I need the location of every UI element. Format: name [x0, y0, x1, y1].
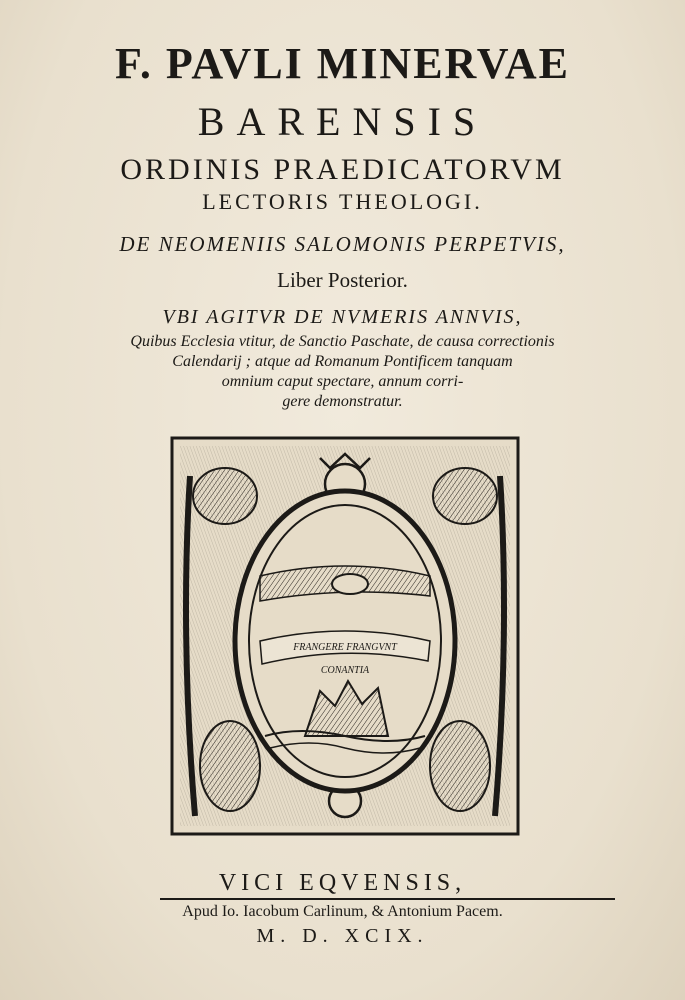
book-title: DE NEOMENIIS SALOMONIS PERPETVIS, [119, 232, 566, 256]
author-origin: BARENSIS [197, 99, 488, 144]
author-name: F. PAVLI MINERVAE [114, 39, 571, 88]
imprint-publisher: Apud Io. Iacobum Carlinum, & Antonium Pacem. [182, 903, 503, 920]
description-line: gere demonstratur. [282, 393, 403, 410]
woodcut-motto: FRANGERE FRANGVNT [293, 642, 397, 653]
imprint-place: VICI EQVENSIS, [218, 870, 467, 896]
description-line: Quibus Ecclesia vtitur, de Sanctio Paschate, de causa correctionis [130, 333, 555, 350]
imprint-rule [160, 898, 615, 900]
author-title: LECTORIS THEOLOGI. [202, 189, 483, 214]
imprint-year: M. D. XCIX. [256, 925, 429, 947]
description-line: Calendarij ; atque ad Romanum Pontificem tanquam [172, 353, 513, 370]
book-part: Liber Posterior. [277, 268, 408, 292]
printers-device-woodcut [170, 436, 520, 836]
woodcut-motto: CONANTIA [320, 665, 370, 676]
author-order: ORDINIS PRAEDICATORVM [120, 153, 565, 186]
description-heading: VBI AGITVR DE NVMERIS ANNVIS, [162, 306, 523, 328]
description-line: omnium caput spectare, annum corri- [221, 373, 464, 390]
